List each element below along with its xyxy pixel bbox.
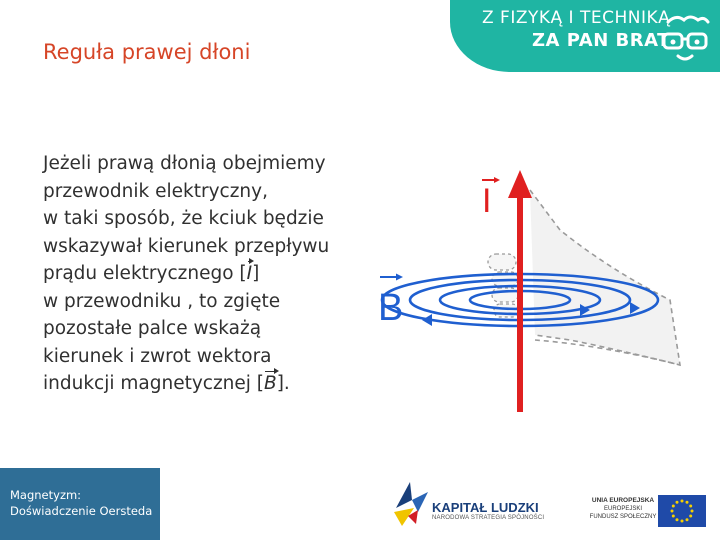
body-line-induction: [43, 370, 363, 398]
eu-caption-line3: FUNDUSZ SPOŁECZNY: [589, 514, 657, 520]
hand-outline: [530, 190, 680, 365]
figure-label-current: I: [482, 182, 492, 220]
field-arrow-icon: [422, 314, 432, 326]
kapital-ludzki-subtitle: NARODOWA STRATEGIA SPÓJNOŚCI: [432, 515, 545, 521]
current-arrow-icon: [508, 170, 532, 198]
bracket-close: ]: [252, 263, 260, 284]
mascot-glasses-icon: [660, 8, 712, 66]
vector-induction-symbol: B: [264, 370, 277, 398]
slide-body-text: [43, 150, 363, 398]
body-line: kierunek i zwrot wektora: [43, 345, 272, 367]
body-line: Jeżeli prawą dłonią obejmiemy: [43, 153, 326, 174]
banner-title-line1: Z FIZYKĄ I TECHNIKĄ: [482, 8, 671, 28]
bracket-close: ].: [276, 373, 290, 394]
figure-label-induction: B: [378, 287, 404, 329]
eu-caption-line1: UNIA EUROPEJSKA: [591, 497, 655, 504]
banner-title-line2: ZA PAN BRAT: [532, 30, 670, 51]
kapital-ludzki-logo-icon: [388, 478, 432, 528]
eu-caption-line2: EUROPEJSKI: [603, 506, 642, 512]
body-line: pozostałe palce wskażą: [43, 318, 262, 339]
footer-topic-text: [10, 487, 152, 519]
right-hand-rule-figure: [370, 150, 700, 420]
footer-topic-line1: Magnetyzm:: [10, 488, 82, 502]
kapital-ludzki-title: KAPITAŁ LUDZKI: [432, 500, 539, 515]
vector-current-symbol: I: [247, 260, 252, 288]
body-line-text: prądu elektrycznego [: [43, 263, 247, 284]
body-line: w taki sposób, że kciuk będzie: [43, 208, 324, 229]
slide-title: Reguła prawej dłoni: [43, 40, 251, 64]
footer-topic-line2: Doświadczenie Oersteda: [10, 504, 153, 518]
finger-shape: [488, 254, 516, 270]
current-label-vector-head: [494, 177, 500, 183]
eu-caption: [588, 497, 658, 521]
body-line: przewodnik elektryczny,: [43, 180, 268, 202]
body-line-text: indukcji magnetycznej [: [43, 373, 265, 394]
induction-label-vector-head: [396, 274, 403, 281]
body-line-current: [43, 260, 363, 288]
body-line: w przewodniku , to zgięte: [43, 290, 281, 312]
eu-flag-icon: [658, 495, 706, 527]
body-line: wskazywał kierunek przepływu: [43, 235, 330, 257]
